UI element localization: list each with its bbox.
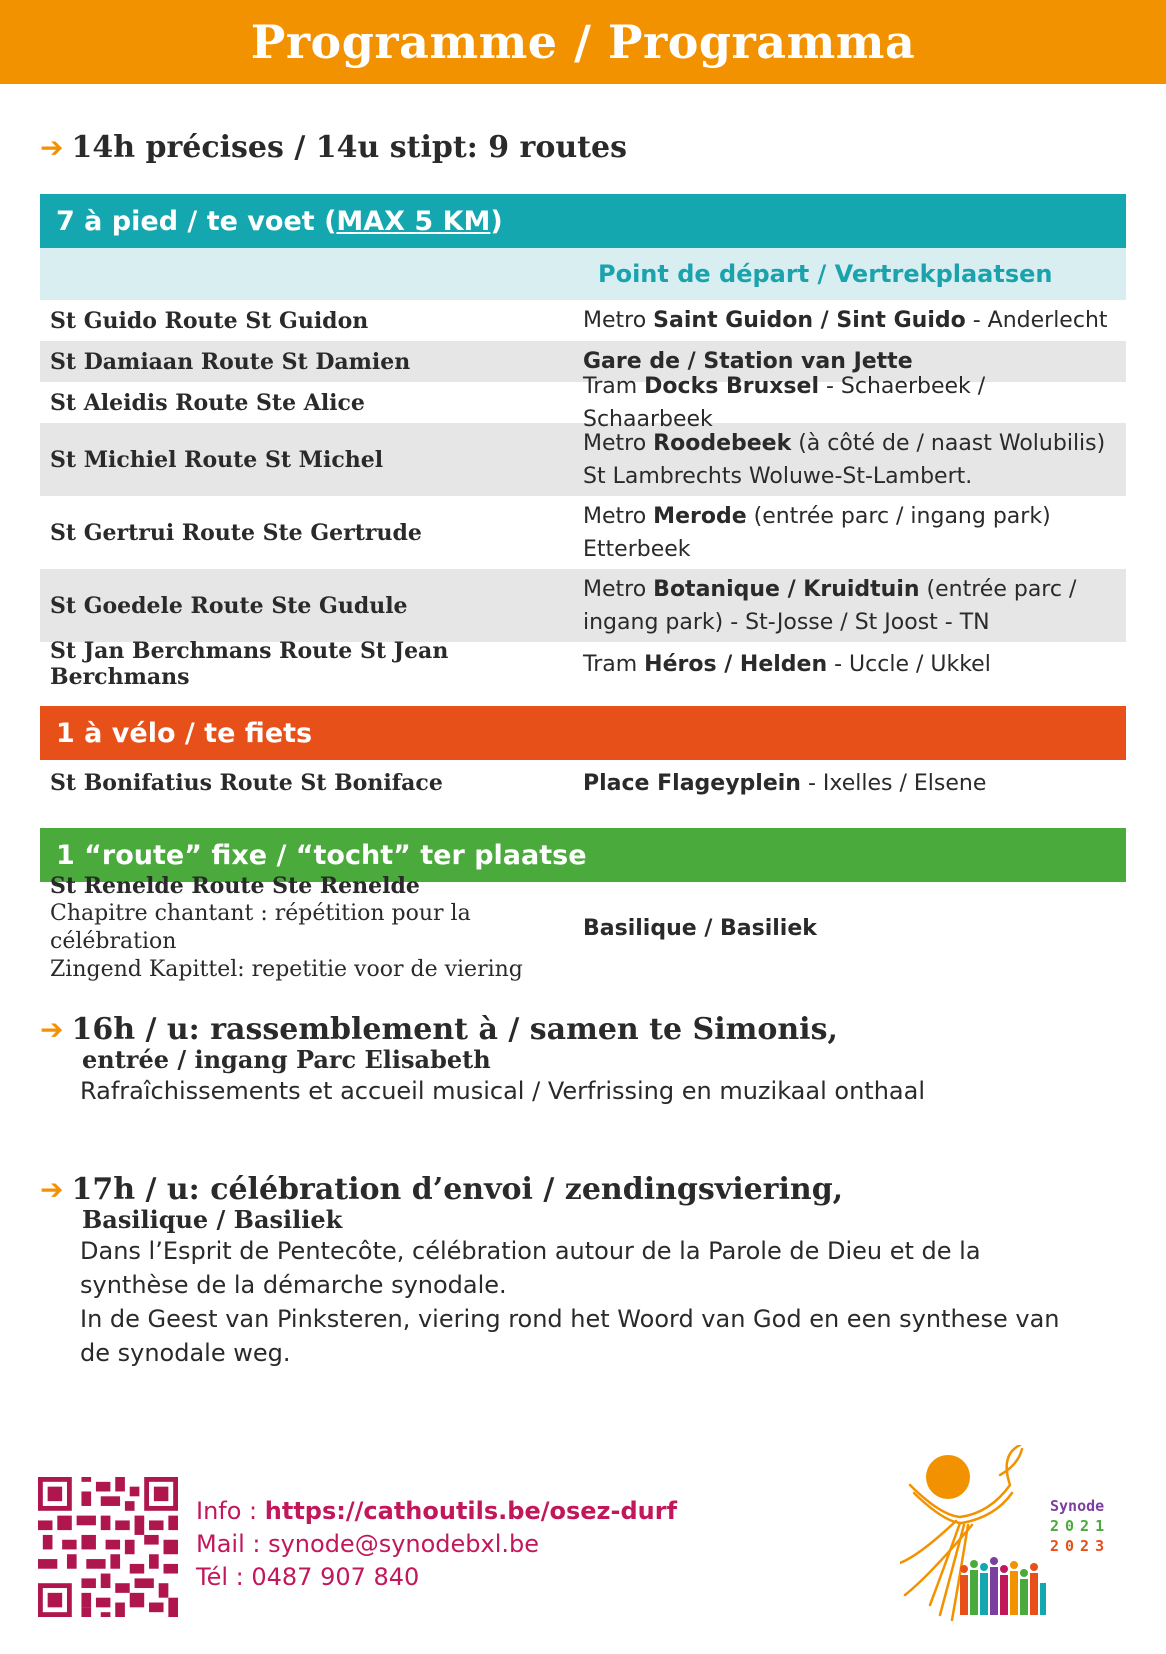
- route-start: Metro Botanique / Kruidtuin (entrée parc / ingang park) - St-Josse / St Joost - TN: [583, 576, 1077, 635]
- arrow-right-icon: ➔: [40, 1173, 64, 1206]
- time-14h-text: 14h précises / 14u stipt: 9 routes: [71, 130, 627, 165]
- route-name: St Jan Berchmans Route St Jean Berchmans: [50, 638, 449, 690]
- route-start: Metro Merode (entrée parc / ingang park) Etterbeek: [583, 503, 1051, 562]
- svg-text:2021: 2021: [1050, 1517, 1111, 1535]
- table-row: [40, 373, 1126, 432]
- page-title: Programme / Programma: [250, 15, 916, 69]
- svg-text:2023: 2023: [1050, 1537, 1111, 1555]
- bike-header: 1 à vélo / te fiets: [40, 706, 1126, 760]
- route-start: Basilique / Basiliek: [583, 915, 817, 941]
- fixed-header: 1 “route” fixe / “tocht” ter plaatse: [40, 828, 1126, 882]
- table-row: [40, 496, 1126, 569]
- route-start: Gare de / Station van Jette: [583, 349, 913, 374]
- route-start: Tram Héros / Helden - Uccle / Ukkel: [583, 651, 991, 677]
- route-start: Metro Roodebeek (à côté de / naast Wolubilis) St Lambrechts Woluwe-St-Lambert.: [583, 430, 1106, 489]
- route-name: St Goedele Route Ste Gudule: [50, 592, 408, 619]
- walk-section: [40, 194, 1126, 690]
- mail-text[interactable]: Mail : synode@synodebxl.be: [196, 1530, 540, 1558]
- time-16h: ➔ 16h / u: rassemblement à / samen te Simonis, entrée / ingang Parc Elisabeth Rafraîchissements et accueil musical / Verfrissing en muzikaal onthaal: [40, 1012, 925, 1105]
- fixed-section: [40, 828, 1126, 982]
- route-name: St Gertrui Route Ste Gertrude: [50, 519, 422, 546]
- table-row: [40, 760, 1126, 806]
- route-name: St Renelde Route Ste Renelde Chapitre chantant : répétition pour la célébration Zingend Kapittel: repetitie voor de viering: [50, 873, 523, 982]
- route-start: Place Flageyplein - Ixelles / Elsene: [583, 770, 987, 796]
- max-5km-link[interactable]: MAX 5 KM: [336, 205, 491, 237]
- arrow-right-icon: ➔: [40, 131, 64, 164]
- route-name: St Aleidis Route Ste Alice: [50, 389, 365, 416]
- time-14h: [40, 130, 627, 165]
- route-start: Metro Saint Guidon / Sint Guido - Anderlecht: [583, 308, 1108, 333]
- walk-header: 7 à pied / te voet ( MAX 5 KM ): [40, 194, 1126, 248]
- table-row: [40, 638, 1126, 690]
- table-row: [40, 569, 1126, 642]
- time-17h: ➔ 17h / u: célébration d’envoi / zendingsviering, Basilique / Basiliek Dans l’Esprit de Pentecôte, célébration autour de la Parole de Dieu et de la synthèse de la démarche synodale. In de Geest van Pinksteren, viering rond het Woord van God en een synthese van de synodale weg.: [40, 1172, 1060, 1367]
- route-name: St Guido Route St Guidon: [50, 307, 369, 334]
- tel-text: Tél : 0487 907 840: [196, 1563, 420, 1591]
- walk-subheader: Point de départ / Vertrekplaatsen: [40, 248, 1126, 300]
- route-name: St Damiaan Route St Damien: [50, 348, 411, 375]
- qr-code-icon[interactable]: [38, 1477, 178, 1617]
- route-name: St Michiel Route St Michel: [50, 446, 384, 473]
- footer-info: Info : https://cathoutils.be/osez-durf Mail : synode@synodebxl.be Tél : 0487 907 840: [196, 1495, 677, 1594]
- synode-logo-icon: [900, 1445, 1130, 1635]
- table-row: [40, 873, 1126, 982]
- route-start: Tram Docks Bruxsel - Schaerbeek / Schaarbeek: [583, 373, 986, 432]
- header-banner: [0, 0, 1166, 84]
- arrow-right-icon: ➔: [40, 1013, 64, 1046]
- svg-text:Synode: Synode: [1050, 1497, 1105, 1515]
- bike-section: [40, 706, 1126, 806]
- info-link[interactable]: https://cathoutils.be/osez-durf: [264, 1497, 678, 1525]
- route-name: St Bonifatius Route St Boniface: [50, 770, 443, 796]
- table-row: [40, 300, 1126, 341]
- table-row: [40, 423, 1126, 496]
